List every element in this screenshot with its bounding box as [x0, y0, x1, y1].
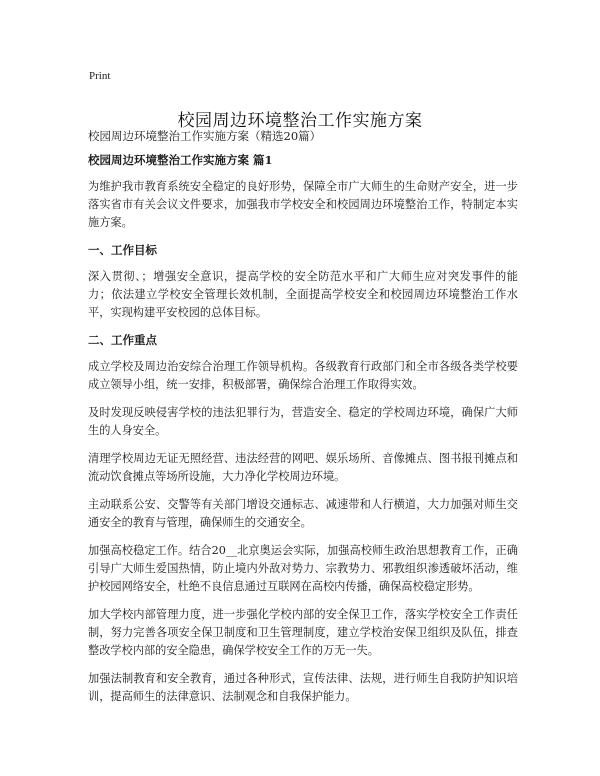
- priorities-paragraph: 主动联系公安、交警等有关部门增设交通标志、减速带和人行横道，大力加强对师生交通安全的教育与管理，确保师生的交通安全。: [88, 498, 518, 529]
- document-subtitle: 校园周边环境整治工作实施方案（精选20篇）: [88, 129, 322, 143]
- priorities-paragraph: 成立学校及周边治安综合治理工作领导机构。各级教育行政部门和全市各级各类学校要成立领导小组，统一安排，积极部署，确保综合治理工作取得实效。: [88, 360, 518, 391]
- page-title: 校园周边环境整治工作实施方案: [177, 111, 423, 132]
- priorities-paragraph: 加大学校内部管理力度，进一步强化学校内部的安全保卫工作，落实学校安全工作责任制，努力完善各项安全保卫制度和卫生管理制度，建立学校治安保卫组织及队伍，排查整改学校内部的安全隐患，确保学校安全工作的万无一失。: [88, 608, 518, 657]
- priorities-paragraph: 及时发现反映侵害学校的违法犯罪行为，营造安全、稳定的学校周边环境，确保广大师生的人身安全。: [88, 406, 518, 437]
- section-heading-priorities: 二、工作重点: [88, 333, 157, 347]
- article-heading: 校园周边环境整治工作实施方案 篇1: [88, 153, 273, 167]
- intro-paragraph: 为维护我市教育系统安全稳定的良好形势，保障全市广大师生的生命财产安全，进一步落实省市有关会议文件要求，加强我市学校安全和校园周边环境整治工作，特制定本实施方案。: [88, 180, 518, 229]
- goals-paragraph: 深入贯彻、；增强安全意识，提高学校的安全防范水平和广大师生应对突发事件的能力；依法建立学校安全管理长效机制，全面提高学校安全和校园周边环境整治工作水平，实现构建平安校园的总体目标。: [88, 270, 518, 319]
- document-body: [88, 128, 518, 716]
- priorities-paragraph: 加强高校稳定工作。结合20__北京奥运会实际，加强高校师生政治思想教育工作，正确引导广大师生爱国热情，防止境内外敌对势力、宗教势力、邪教组织渗透破坏活动，维护校园网络安全，杜绝不良信息通过互联网在高校内传播，确保高校稳定形势。: [88, 544, 518, 593]
- print-link[interactable]: Print: [89, 70, 111, 82]
- section-heading-goals: 一、工作目标: [88, 243, 157, 257]
- priorities-paragraph: 清理学校周边无证无照经营、违法经营的网吧、娱乐场所、音像摊点、图书报刊摊点和流动饮食摊点等场所设施，大力净化学校周边环境。: [88, 452, 518, 483]
- priorities-paragraph: 加强法制教育和安全教育，通过各种形式，宣传法律、法规，进行师生自我防护知识培训，提高师生的法律意识、法制观念和自我保护能力。: [88, 672, 518, 703]
